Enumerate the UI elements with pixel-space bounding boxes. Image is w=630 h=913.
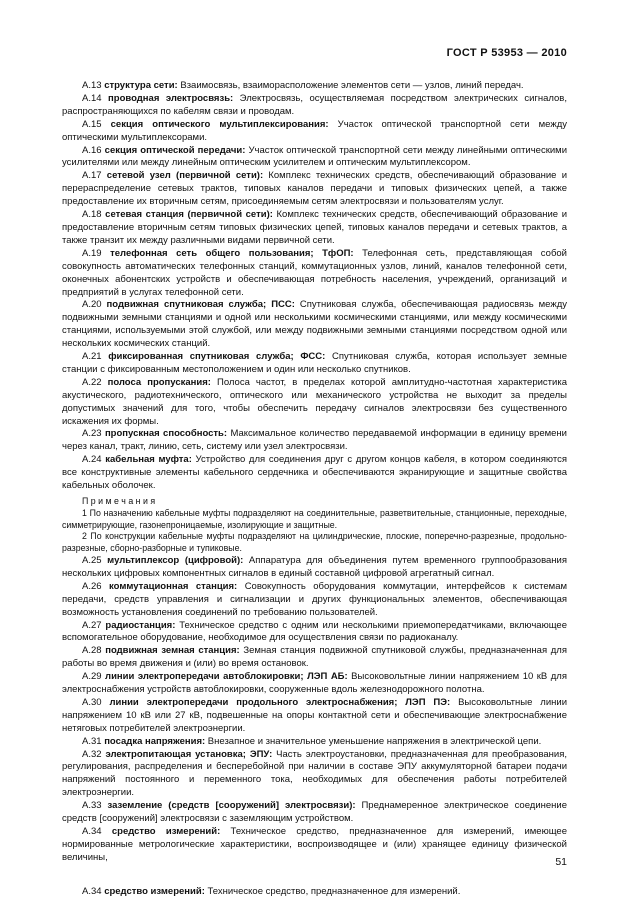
term-name: линии электропередачи продольного электроснабжения; ЛЭП ПЭ: [109,696,451,708]
term-definition: Полоса частот, в пределах которой амплитудно-частотная характеристика акустического, радиотехнического, оптического или механического устройства не выходит за пределы допустимых значений для того, чтобы обеспечить передачу сигналов электросвязи без существенного искажения их формы. [62,376,567,427]
notes-title: П р и м е ч а н и я [82,496,156,506]
term-name: коммутационная станция: [109,580,238,592]
standard-number: ГОСТ Р 53953 — 2010 [446,47,567,59]
definition-paragraph [62,454,567,493]
term-name: мультиплексор (цифровой): [107,554,244,566]
definition-paragraph [62,697,567,736]
term-definition: Преднамеренное электрическое соединение средств [сооружений] электросвязи с заземляющим устройством. [62,800,567,825]
term-name: посадка напряжения: [104,735,206,747]
term-definition: Участок оптической транспортной сети между линейными оптическими усилителями или между линейным оптическим усилителем и оптическим мультиплексором. [62,144,568,169]
term-number: А.28 [82,645,106,657]
definition-paragraph [62,736,567,749]
definition-paragraph [62,581,567,620]
term-number: А.18 [82,209,106,221]
term-number: А.33 [82,800,108,812]
term-number: А.25 [82,554,108,566]
page-footer [62,856,567,868]
term-name: кабельная муфта: [105,454,192,466]
term-definition: Аппаратура для объединения путем временного группообразования нескольких цифровых компонентных сигналов в единый составной цифровой агрегатный сигнал. [62,554,567,579]
term-name: заземление (средств [сооружений] электросвязи): [107,800,356,812]
term-definition: Часть электроустановки, предназначенная для преобразования, регулирования, распределения и бесперебойной при наличии в составе ЭПУ аккумуляторной батареи подачи напряжений постоянного и переменного тока, необходимых для обеспечения работы потребителей электроэнергии. [62,748,568,799]
term-number: А.16 [82,144,105,156]
definition-paragraph [62,119,567,145]
next-page-preview [62,886,567,899]
page-header [62,47,567,59]
term-number: А.21 [82,351,109,363]
term-number: А.27 [82,619,106,631]
note-item: 1 По назначению кабельные муфты подразделяют на соединительные, разветвительные, станционные, переходные, симметрирующие, газонепроницаемые, изолирующие и защитные. [62,507,567,530]
term-number: А.17 [82,170,107,182]
term-name: пропускная способность: [104,428,228,440]
term-definition: Участок оптической транспортной сети между оптическими мультиплексорами. [62,118,567,143]
term-number: А.34 [82,886,105,897]
page-number: 51 [555,856,567,868]
definition-paragraph [62,377,567,429]
definition-paragraph [62,800,567,826]
term-definition: Спутниковая служба, обеспечивающая радиосвязь между подвижными земными станциями и одной или несколькими космическими станциями, или между космическими станциями, используемыми этой службой, или между подвижными земными станциями посредством одной или нескольких космических станций. [62,299,567,350]
term-number: А.15 [82,118,111,130]
term-number: А.32 [82,748,106,760]
term-name: сетевой узел (первичной сети): [106,170,264,182]
definition-paragraph [62,93,567,119]
term-definition: Техническое средство, предназначенное для измерений. [204,886,461,897]
term-number: А.30 [82,696,110,708]
definition-paragraph [62,248,567,300]
term-definition: Совокупность оборудования коммутации, интерфейсов к системам передачи, средств управления и сигнализации и других функциональных элементов, обеспечивающая возможность установления соединений по требованию пользователей. [62,580,568,618]
term-definition: Устройство для соединения друг с другом концов кабеля, в котором соединяются все конструктивные элементы кабельного сердечника и обеспечиваются экранирующие и защитные свойства кабельных оболочек. [62,454,567,492]
term-name: электропитающая установка; ЭПУ: [105,748,273,760]
term-number: А.26 [82,580,110,592]
definition-paragraph [62,209,567,248]
term-definition: Высоковольтные линии напряжением 10 кВ или 27 кВ, подвешенные на опоры контактной сети и обеспечивающие электроснабжение нетяговых потребителей электроэнергии. [62,696,567,734]
term-name: сетевая станция (первичной сети): [105,209,273,221]
definition-paragraph [62,145,567,171]
term-name: секция оптической передачи: [104,144,246,156]
term-number: А.24 [82,454,106,466]
document-body [62,80,567,865]
definition-paragraph [62,80,567,93]
term-name: полоса пропускания: [107,376,211,388]
definition-paragraph [62,555,567,581]
definition-paragraph [62,428,567,454]
definition-paragraph [62,170,567,209]
term-name: подвижная земная станция: [105,645,240,657]
term-name: проводная электросвязь: [108,92,234,104]
term-name: фиксированная спутниковая служба; ФСС: [108,351,326,363]
term-number: А.13 [82,80,105,91]
term-number: А.14 [82,92,109,104]
term-name: линии электропередачи автоблокировки; ЛЭП АБ: [105,671,348,683]
definition-paragraph [62,351,567,377]
term-number: А.19 [82,247,111,259]
term-number: А.23 [82,428,105,440]
term-definition: Высоковольтные линии напряжением 10 кВ для электроснабжения устройств автоблокировки, сооруженные вдоль железнодорожного полотна. [62,671,567,696]
term-definition: Электросвязь, осуществляемая посредством электрических сигналов, распространяющихся по кабелям связи и проводам. [62,92,567,117]
term-definition: Телефонная сеть, представляющая собой совокупность автоматических телефонных станций, коммутационных узлов, линий, каналов телефонной сети, оконечных абонентских устройств и обеспечивающая потребность населения, учреждений, организаций и предприятий в услугах телефонной сети. [62,247,567,298]
definition-paragraph [62,299,567,351]
definition-paragraph [62,645,567,671]
term-definition: Комплекс технических средств, обеспечивающий образование и перераспределение сетевых трактов, типовых каналов передачи и типовых физических цепей, а также предоставление их вторичным сетям, присоединяемым сетям электросвязи и пользователям услуг. [62,170,567,208]
term-number: А.29 [82,671,106,683]
term-name: средство измерений: [111,826,221,838]
definition-paragraph [62,749,567,801]
definition-paragraph [62,620,567,646]
term-number: А.31 [82,735,105,747]
term-definition: Взаимосвязь, взаиморасположение элементов сети — узлов, линий передач. [177,80,524,91]
term-name: секция оптического мультиплексирования: [110,118,329,130]
definition-paragraph [62,671,567,697]
term-definition: Техническое средство, предназначенное для измерений, имеющее нормированные метрологические характеристики, воспроизводящее и (или) хранящее единицу физической величины, [62,826,567,863]
term-definition: Максимальное количество передаваемой информации в единицу времени через канал, тракт, линию, сеть, систему или узел электросвязи. [62,428,567,453]
term-definition: Техническое средство с одним или несколькими приемопередатчиками, включающее вспомогательное оборудование, необходимое для осуществления связи по радиоканалу. [62,619,567,644]
note-item: 2 По конструкции кабельные муфты подразделяют на цилиндрические, плоские, поперечно-разрезные, продольно-разрезные, сборно-разборные и тупиковые. [62,531,567,554]
term-name: структура сети: [104,80,178,91]
term-number: А.20 [82,299,107,311]
term-definition: Внезапное и значительное уменьшение напряжения в электрической цепи. [205,735,542,747]
term-definition: Земная станция подвижной спутниковой службы, предназначенная для работы во время движения и (или) во время остановок. [62,645,567,670]
definition-paragraph [62,886,567,899]
term-number: А.22 [82,376,108,388]
term-number: А.34 [82,826,112,838]
term-definition: Спутниковая служба, которая использует земные станции с фиксированным местоположением и один или несколько спутников. [62,351,567,375]
term-name: подвижная спутниковая служба; ПСС: [106,299,295,311]
term-name: телефонная сеть общего пользования; ТфОП: [110,247,354,259]
term-name: радиостанция: [105,619,176,631]
term-definition: Комплекс технических средств, обеспечивающий образование и предоставление вторичным сетям типовых физических цепей, типовых каналов передачи и сетевых трактов, а также транзит их между различными видами первичной сети. [62,209,567,246]
term-name: средство измерений: [104,886,205,897]
